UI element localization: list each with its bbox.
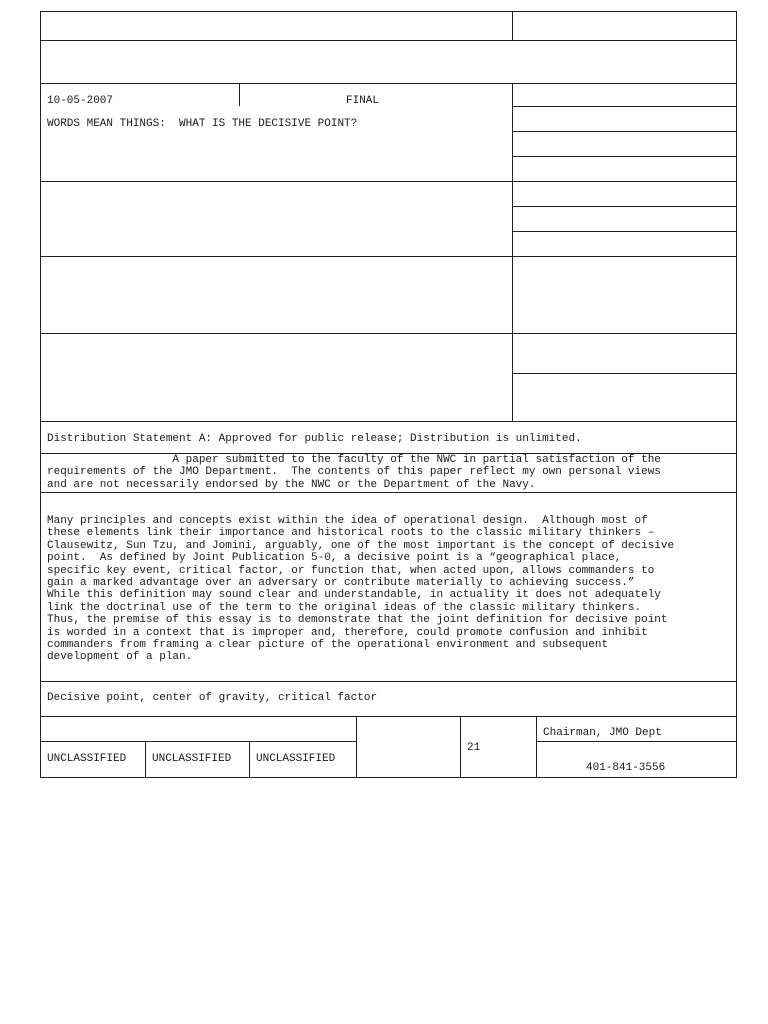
rule-right-a xyxy=(512,106,737,107)
divider-responsible xyxy=(536,716,537,778)
security-abstract: UNCLASSIFIED xyxy=(152,753,232,765)
rule-responsible-bottom xyxy=(536,741,737,742)
rule-right-e xyxy=(512,231,737,232)
rule-title-bottom xyxy=(40,181,737,182)
rule-row-2 xyxy=(40,83,737,84)
form-border-left xyxy=(40,11,41,778)
supplementary-notes: A paper submitted to the faculty of the NWC in partial satisfaction of the requirements of the JMO Department. The contents of this paper reflect my own personal views and are not necessarily endorsed by the NWC or the Department of the Navy. xyxy=(47,454,661,491)
security-report: UNCLASSIFIED xyxy=(47,753,127,765)
divider-security-1 xyxy=(145,741,146,778)
rule-block-3-bottom xyxy=(40,333,737,334)
rule-right-c xyxy=(512,156,737,157)
report-date: 10-05-2007 xyxy=(47,95,114,107)
divider-limitation xyxy=(356,716,357,778)
rule-abstract-bottom xyxy=(40,681,737,682)
security-this-page: UNCLASSIFIED xyxy=(256,753,336,765)
abstract-text: Many principles and concepts exist within the idea of operational design. Although most of these elements link their importance and historical roots to the classic military thinkers – Clausewitz, Sun Tzu, and Jomini, arguably, one of the most important is the concept of decisive point. As defined by Joint Publication 5-0, a decisive point is a “geographical place, specific key event, critical factor, or function that, when acted upon, allows commanders to gain a marked advantage over an adversary or contribute materially to achieving success.” While this definition may sound clear and understandable, in actuality it does not adequately link the doctrinal use of the term to the original ideas of the classic military thinkers. Thus, the premise of this essay is to demonstrate that the joint definition for decisive point is worded in a context that is improper and, therefore, could promote confusion and inhibit commanders from framing a clear picture of the operational environment and subsequent development of a plan. xyxy=(47,515,675,664)
subject-terms: Decisive point, center of gravity, critical factor xyxy=(47,692,378,704)
rule-row-1 xyxy=(40,40,737,41)
divider-right-column-top xyxy=(512,11,513,41)
report-documentation-form xyxy=(40,11,737,778)
rule-subject-bottom xyxy=(40,716,737,717)
divider-right-column xyxy=(512,83,513,422)
rule-notes-bottom xyxy=(40,492,737,493)
responsible-person: Chairman, JMO Dept xyxy=(543,727,662,739)
divider-date-type xyxy=(239,83,240,106)
rule-right-d xyxy=(512,206,737,207)
rule-block-2-bottom xyxy=(40,256,737,257)
rule-right-b xyxy=(512,131,737,132)
telephone-number: 401-841-3556 xyxy=(586,762,666,774)
distribution-statement: Distribution Statement A: Approved for public release; Distribution is unlimited. xyxy=(47,433,582,445)
report-type: FINAL xyxy=(346,95,380,107)
divider-security-2 xyxy=(249,741,250,778)
rule-right-f xyxy=(512,373,737,374)
rule-block-4-bottom xyxy=(40,421,737,422)
rule-security-top xyxy=(40,741,356,742)
number-of-pages: 21 xyxy=(467,742,481,754)
form-border-right xyxy=(736,11,737,778)
divider-pages xyxy=(460,716,461,778)
report-title: WORDS MEAN THINGS: WHAT IS THE DECISIVE POINT? xyxy=(47,118,358,130)
form-border-top xyxy=(40,11,737,12)
